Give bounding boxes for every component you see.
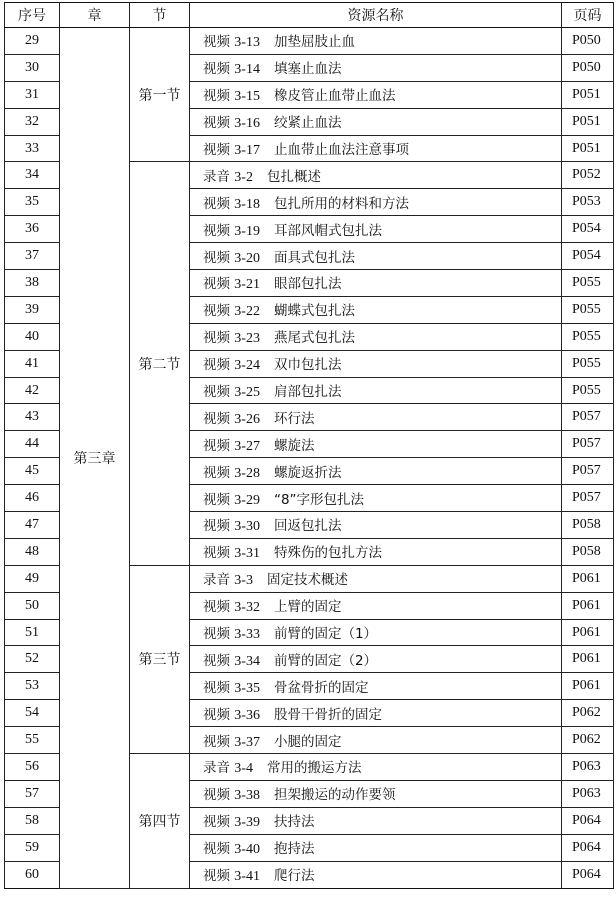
header-resource-name: 资源名称 <box>190 3 562 28</box>
section-cell: 第二节 <box>130 162 190 565</box>
row-index: 47 <box>5 512 60 539</box>
resource-name-cell <box>190 189 562 216</box>
resource-code: 3-32 <box>234 600 260 616</box>
page-number: P064 <box>562 807 614 834</box>
resource-code: 3-34 <box>234 653 260 669</box>
resource-code: 3-30 <box>234 519 260 535</box>
resource-name-cell <box>190 28 562 55</box>
resource-name-cell <box>190 108 562 135</box>
row-index: 59 <box>5 834 60 861</box>
resource-title: 包扎概述 <box>266 168 321 185</box>
page-number: P053 <box>562 189 614 216</box>
row-index: 58 <box>5 807 60 834</box>
row-index: 45 <box>5 458 60 485</box>
resource-code: 3-27 <box>234 438 260 454</box>
page-number: P055 <box>562 350 614 377</box>
resource-code: 3-39 <box>234 815 260 831</box>
header-page: 页码 <box>562 3 614 28</box>
resource-name-cell <box>190 619 562 646</box>
row-index: 51 <box>5 619 60 646</box>
resource-title: 肩部包扎法 <box>273 384 342 401</box>
resource-title: 面具式包扎法 <box>273 249 355 266</box>
row-index: 57 <box>5 780 60 807</box>
resource-name-cell <box>190 592 562 619</box>
resource-title: 前臂的固定（1） <box>273 626 378 643</box>
row-index: 53 <box>5 673 60 700</box>
resource-title: 橡皮管止血带止血法 <box>273 88 396 105</box>
resource-name-cell <box>190 54 562 81</box>
resource-name-cell <box>190 296 562 323</box>
resource-title: 加垫屈肢止血 <box>273 34 355 51</box>
resource-name-cell <box>190 270 562 297</box>
resource-code: 3-17 <box>234 143 260 158</box>
row-index: 35 <box>5 189 60 216</box>
resource-code: 3-2 <box>234 169 253 185</box>
resource-title: 上臂的固定 <box>273 599 342 616</box>
row-index: 34 <box>5 162 60 189</box>
resource-kind: 视频 <box>203 733 230 750</box>
page-number: P055 <box>562 270 614 297</box>
row-index: 39 <box>5 296 60 323</box>
resource-kind: 视频 <box>203 249 230 266</box>
resource-code: 3-3 <box>234 573 253 589</box>
row-index: 49 <box>5 565 60 592</box>
page-number: P054 <box>562 216 614 243</box>
resource-code: 3-25 <box>234 385 260 401</box>
resource-code: 3-40 <box>234 842 260 858</box>
resource-name-cell <box>190 485 562 512</box>
table-row <box>5 28 614 55</box>
resource-code: 3-20 <box>234 250 260 266</box>
resource-name-cell <box>190 162 562 189</box>
page-number: P061 <box>562 646 614 673</box>
resource-title: 螺旋返折法 <box>273 464 342 481</box>
header-chapter: 章 <box>60 3 130 28</box>
resource-kind: 视频 <box>203 88 230 105</box>
page-number: P061 <box>562 673 614 700</box>
section-cell: 第三节 <box>130 565 190 753</box>
page-number: P063 <box>562 754 614 781</box>
page-number: P050 <box>562 28 614 55</box>
resource-name-cell <box>190 135 562 162</box>
row-index: 36 <box>5 216 60 243</box>
resource-name-cell <box>190 243 562 270</box>
resource-name-cell <box>190 807 562 834</box>
row-index: 33 <box>5 135 60 162</box>
resource-title: 小腿的固定 <box>273 733 342 750</box>
header-section: 节 <box>130 3 190 28</box>
section-cell: 第四节 <box>130 754 190 888</box>
row-index: 52 <box>5 646 60 673</box>
resource-kind: 视频 <box>203 599 230 616</box>
resource-code: 3-37 <box>234 734 260 750</box>
resource-kind: 视频 <box>203 626 230 643</box>
page-number: P064 <box>562 834 614 861</box>
resource-title: 扶持法 <box>273 814 315 831</box>
page-number: P051 <box>562 81 614 108</box>
resource-title: 耳部风帽式包扎法 <box>273 222 382 239</box>
row-index: 56 <box>5 754 60 781</box>
chapter-cell: 第三章 <box>60 28 130 889</box>
resource-kind: 视频 <box>203 841 230 858</box>
resource-kind: 视频 <box>203 437 230 454</box>
page-number: P057 <box>562 431 614 458</box>
page-number: P057 <box>562 485 614 512</box>
resource-name-cell <box>190 727 562 754</box>
resource-code: 3-38 <box>234 788 260 804</box>
resource-kind: 视频 <box>203 276 230 293</box>
resource-code: 3-23 <box>234 331 260 347</box>
resource-name-cell <box>190 673 562 700</box>
page-number: P057 <box>562 404 614 431</box>
resource-name-cell <box>190 646 562 673</box>
resource-title: 常用的搬运方法 <box>266 760 362 777</box>
resource-title: 骨盆骨折的固定 <box>273 679 369 696</box>
resource-title: 螺旋法 <box>273 437 315 454</box>
resource-kind: 视频 <box>203 491 230 508</box>
page-number: P063 <box>562 780 614 807</box>
resource-kind: 视频 <box>203 34 230 51</box>
resource-name-cell <box>190 458 562 485</box>
resource-title: 绞紧止血法 <box>273 115 342 132</box>
resource-code: 3-14 <box>234 62 260 78</box>
resource-kind: 视频 <box>203 545 230 562</box>
resource-title: 眼部包扎法 <box>273 276 342 293</box>
resource-kind: 视频 <box>203 868 230 885</box>
resource-title: 填塞止血法 <box>273 61 342 78</box>
resource-name-cell <box>190 780 562 807</box>
resource-name-cell <box>190 538 562 565</box>
row-index: 44 <box>5 431 60 458</box>
resource-title: 股骨干骨折的固定 <box>273 706 382 723</box>
resource-kind: 视频 <box>203 303 230 320</box>
resource-title: 爬行法 <box>273 868 315 885</box>
resource-name-cell <box>190 377 562 404</box>
page-number: P052 <box>562 162 614 189</box>
row-index: 38 <box>5 270 60 297</box>
page-number: P061 <box>562 592 614 619</box>
resource-name-cell <box>190 216 562 243</box>
page-number: P064 <box>562 861 614 888</box>
resource-kind: 视频 <box>203 706 230 723</box>
row-index: 48 <box>5 538 60 565</box>
resource-name-cell <box>190 323 562 350</box>
page-number: P051 <box>562 135 614 162</box>
resource-code: 3-13 <box>234 35 260 51</box>
resource-name-cell <box>190 834 562 861</box>
resource-name-cell <box>190 404 562 431</box>
resource-kind: 视频 <box>203 115 230 132</box>
resource-kind: 视频 <box>203 787 230 804</box>
page-number: P054 <box>562 243 614 270</box>
row-index: 55 <box>5 727 60 754</box>
resource-code: 3-16 <box>234 116 260 132</box>
resource-code: 3-31 <box>234 546 260 562</box>
section-cell: 第一节 <box>130 28 190 162</box>
page-number: P062 <box>562 727 614 754</box>
row-index: 37 <box>5 243 60 270</box>
resource-table-container <box>4 2 614 889</box>
resource-title: 担架搬运的动作要领 <box>273 787 396 804</box>
page-number: P057 <box>562 458 614 485</box>
resource-kind: 视频 <box>203 814 230 831</box>
header-row <box>5 3 614 28</box>
resource-title: 蝴蝶式包扎法 <box>273 303 355 320</box>
page-number: P058 <box>562 538 614 565</box>
page-number: P061 <box>562 565 614 592</box>
resource-title: “8”字形包扎法 <box>273 491 365 508</box>
page-number: P051 <box>562 108 614 135</box>
resource-kind: 视频 <box>203 464 230 481</box>
resource-code: 3-33 <box>234 627 260 643</box>
resource-name-cell <box>190 350 562 377</box>
resource-name-cell <box>190 754 562 781</box>
resource-title: 固定技术概述 <box>266 572 348 589</box>
header-index: 序号 <box>5 3 60 28</box>
resource-title: 抱持法 <box>273 841 315 858</box>
page-number: P055 <box>562 377 614 404</box>
table-body <box>5 28 614 889</box>
row-index: 32 <box>5 108 60 135</box>
resource-title: 燕尾式包扎法 <box>273 330 355 347</box>
row-index: 40 <box>5 323 60 350</box>
resource-name-cell <box>190 700 562 727</box>
resource-kind: 录音 <box>203 572 230 589</box>
resource-title: 止血带止血法注意事项 <box>273 142 409 158</box>
resource-kind: 视频 <box>203 222 230 239</box>
resource-kind: 视频 <box>203 357 230 374</box>
resource-kind: 视频 <box>203 142 230 158</box>
resource-title: 双巾包扎法 <box>273 357 342 374</box>
resource-name-cell <box>190 431 562 458</box>
row-index: 41 <box>5 350 60 377</box>
resource-code: 3-36 <box>234 707 260 723</box>
resource-code: 3-29 <box>234 492 260 508</box>
resource-kind: 视频 <box>203 195 230 212</box>
row-index: 30 <box>5 54 60 81</box>
resource-code: 3-26 <box>234 411 260 427</box>
resource-code: 3-22 <box>234 304 260 320</box>
resource-code: 3-4 <box>234 761 253 777</box>
resource-kind: 视频 <box>203 679 230 696</box>
row-index: 60 <box>5 861 60 888</box>
resource-table <box>4 2 614 889</box>
page-number: P055 <box>562 296 614 323</box>
resource-code: 3-35 <box>234 680 260 696</box>
page-number: P050 <box>562 54 614 81</box>
resource-title: 回返包扎法 <box>273 518 342 535</box>
resource-code: 3-41 <box>234 869 260 885</box>
page-number: P055 <box>562 323 614 350</box>
resource-name-cell <box>190 512 562 539</box>
resource-code: 3-24 <box>234 358 260 374</box>
row-index: 29 <box>5 28 60 55</box>
resource-name-cell <box>190 565 562 592</box>
resource-name-cell <box>190 81 562 108</box>
row-index: 46 <box>5 485 60 512</box>
resource-kind: 视频 <box>203 518 230 535</box>
resource-code: 3-18 <box>234 196 260 212</box>
row-index: 54 <box>5 700 60 727</box>
page-number: P061 <box>562 619 614 646</box>
resource-kind: 视频 <box>203 330 230 347</box>
resource-kind: 录音 <box>203 760 230 777</box>
resource-code: 3-19 <box>234 223 260 239</box>
resource-code: 3-15 <box>234 89 260 105</box>
row-index: 43 <box>5 404 60 431</box>
resource-kind: 录音 <box>203 168 230 185</box>
resource-code: 3-21 <box>234 277 260 293</box>
resource-code: 3-28 <box>234 465 260 481</box>
resource-kind: 视频 <box>203 652 230 669</box>
resource-title: 包扎所用的材料和方法 <box>273 195 409 212</box>
resource-title: 特殊伤的包扎方法 <box>273 545 382 562</box>
resource-title: 环行法 <box>273 410 315 427</box>
resource-kind: 视频 <box>203 384 230 401</box>
page-number: P062 <box>562 700 614 727</box>
resource-title: 前臂的固定（2） <box>273 652 378 669</box>
resource-name-cell <box>190 861 562 888</box>
row-index: 42 <box>5 377 60 404</box>
page-number: P058 <box>562 512 614 539</box>
resource-kind: 视频 <box>203 61 230 78</box>
resource-kind: 视频 <box>203 410 230 427</box>
row-index: 31 <box>5 81 60 108</box>
row-index: 50 <box>5 592 60 619</box>
